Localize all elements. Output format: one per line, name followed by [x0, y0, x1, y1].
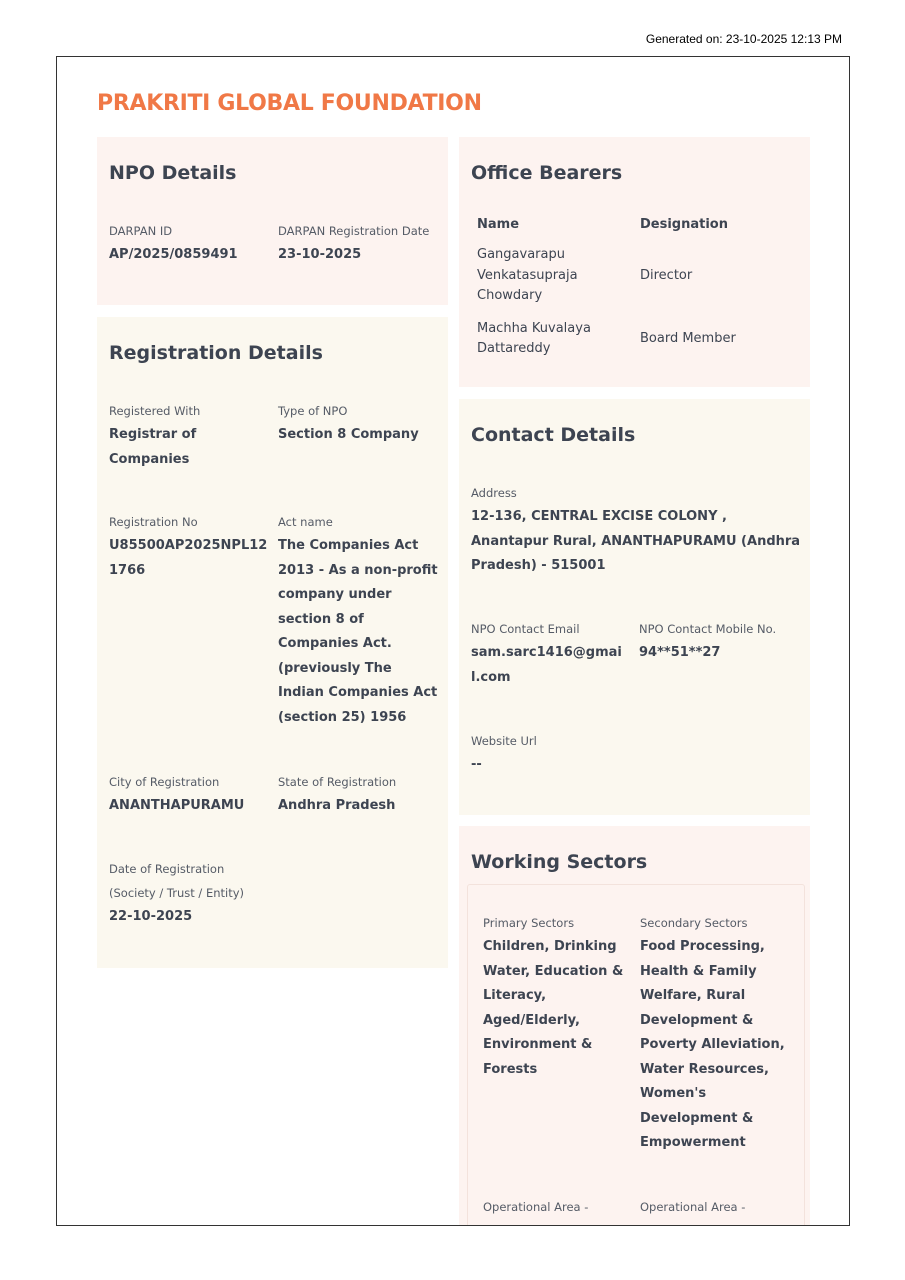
- primary-sectors-field: [483, 911, 628, 1082]
- operational-area-label-1: Operational Area -: [483, 1200, 589, 1214]
- website-value: --: [471, 757, 482, 772]
- city-label: City of Registration: [109, 775, 220, 789]
- office-bearers-card: [459, 137, 810, 387]
- document-frame: [56, 56, 850, 1226]
- darpan-id-value: AP/2025/0859491: [109, 247, 238, 262]
- operational-area-label-2: Operational Area -: [640, 1200, 746, 1214]
- act-name-value: The Companies Act 2013 - As a non-profit company under section 8 of Companies Act. (previously The Indian Companies Act (section 25) 1956: [278, 538, 438, 725]
- sectors-inner-panel: [467, 884, 805, 1226]
- mobile-label: NPO Contact Mobile No.: [639, 622, 777, 636]
- registration-details-card: [97, 317, 448, 968]
- registered-with-value: Registrar of Companies: [109, 427, 197, 467]
- address-value: 12-136, CENTRAL EXCISE COLONY , Anantapur Rural, ANANTHAPURAMU (Andhra Pradesh) - 515001: [471, 509, 801, 573]
- operational-area-field-2: [640, 1195, 790, 1219]
- darpan-id-field: [109, 219, 269, 268]
- darpan-id-label: DARPAN ID: [109, 224, 173, 238]
- state-field: [278, 770, 438, 819]
- darpan-date-field: [278, 219, 443, 268]
- office-bearers-table: [471, 209, 796, 366]
- npo-details-heading: NPO Details: [109, 162, 237, 184]
- contact-details-heading: Contact Details: [471, 424, 636, 446]
- table-row: [471, 239, 796, 313]
- operational-area-field-1: [483, 1195, 628, 1219]
- registration-details-heading: Registration Details: [109, 342, 323, 364]
- website-label: Website Url: [471, 734, 537, 748]
- designation-column-header: Designation: [640, 216, 728, 232]
- registered-with-label: Registered With: [109, 404, 201, 418]
- registration-date-value: 22-10-2025: [109, 909, 193, 924]
- secondary-sectors-label: Secondary Sectors: [640, 916, 748, 930]
- email-field: [471, 617, 631, 690]
- city-value: ANANTHAPURAMU: [109, 798, 245, 813]
- npo-type-label: Type of NPO: [278, 404, 348, 418]
- secondary-sectors-field: [640, 911, 790, 1156]
- office-bearers-header-row: [471, 209, 796, 239]
- npo-type-field: [278, 399, 438, 448]
- registration-date-field: [109, 857, 259, 930]
- mobile-field: [639, 617, 804, 666]
- city-field: [109, 770, 274, 819]
- table-row: [471, 313, 796, 366]
- bearer-name: Gangavarapu Venkatasupraja Chowdary: [477, 247, 578, 303]
- working-sectors-heading: Working Sectors: [471, 851, 648, 873]
- primary-sectors-value: Children, Drinking Water, Education & Literacy, Aged/Elderly, Environment & Forests: [483, 939, 624, 1077]
- npo-type-value: Section 8 Company: [278, 427, 419, 442]
- act-name-label: Act name: [278, 515, 333, 529]
- email-value: sam.sarc1416@gmail.com: [471, 645, 622, 685]
- organization-name: PRAKRITI GLOBAL FOUNDATION: [97, 91, 482, 116]
- darpan-date-value: 23-10-2025: [278, 247, 362, 262]
- bearer-designation: Board Member: [640, 330, 736, 346]
- registration-number-field: [109, 510, 269, 583]
- mobile-value: 94**51**27: [639, 645, 721, 660]
- email-label: NPO Contact Email: [471, 622, 580, 636]
- generated-timestamp: Generated on: 23-10-2025 12:13 PM: [645, 32, 842, 46]
- contact-details-card: [459, 399, 810, 815]
- darpan-date-label: DARPAN Registration Date: [278, 224, 430, 238]
- address-field: [471, 481, 801, 579]
- name-column-header: Name: [477, 216, 520, 232]
- office-bearers-heading: Office Bearers: [471, 162, 623, 184]
- address-label: Address: [471, 486, 517, 500]
- working-sectors-card: [459, 826, 810, 1226]
- registration-number-label: Registration No: [109, 515, 198, 529]
- primary-sectors-label: Primary Sectors: [483, 916, 575, 930]
- registration-date-label: Date of Registration (Society / Trust / Entity): [109, 862, 245, 900]
- website-field: [471, 729, 631, 778]
- state-label: State of Registration: [278, 775, 397, 789]
- act-name-field: [278, 510, 441, 730]
- npo-details-card: [97, 137, 448, 305]
- bearer-name: Machha Kuvalaya Dattareddy: [477, 320, 591, 356]
- secondary-sectors-value: Food Processing, Health & Family Welfare, Rural Development & Poverty Alleviation, Water Resources, Women's Development & Empowerment: [640, 939, 785, 1150]
- registered-with-field: [109, 399, 259, 472]
- bearer-designation: Director: [640, 267, 693, 283]
- registration-number-value: U85500AP2025NPL121766: [109, 538, 268, 578]
- state-value: Andhra Pradesh: [278, 798, 396, 813]
